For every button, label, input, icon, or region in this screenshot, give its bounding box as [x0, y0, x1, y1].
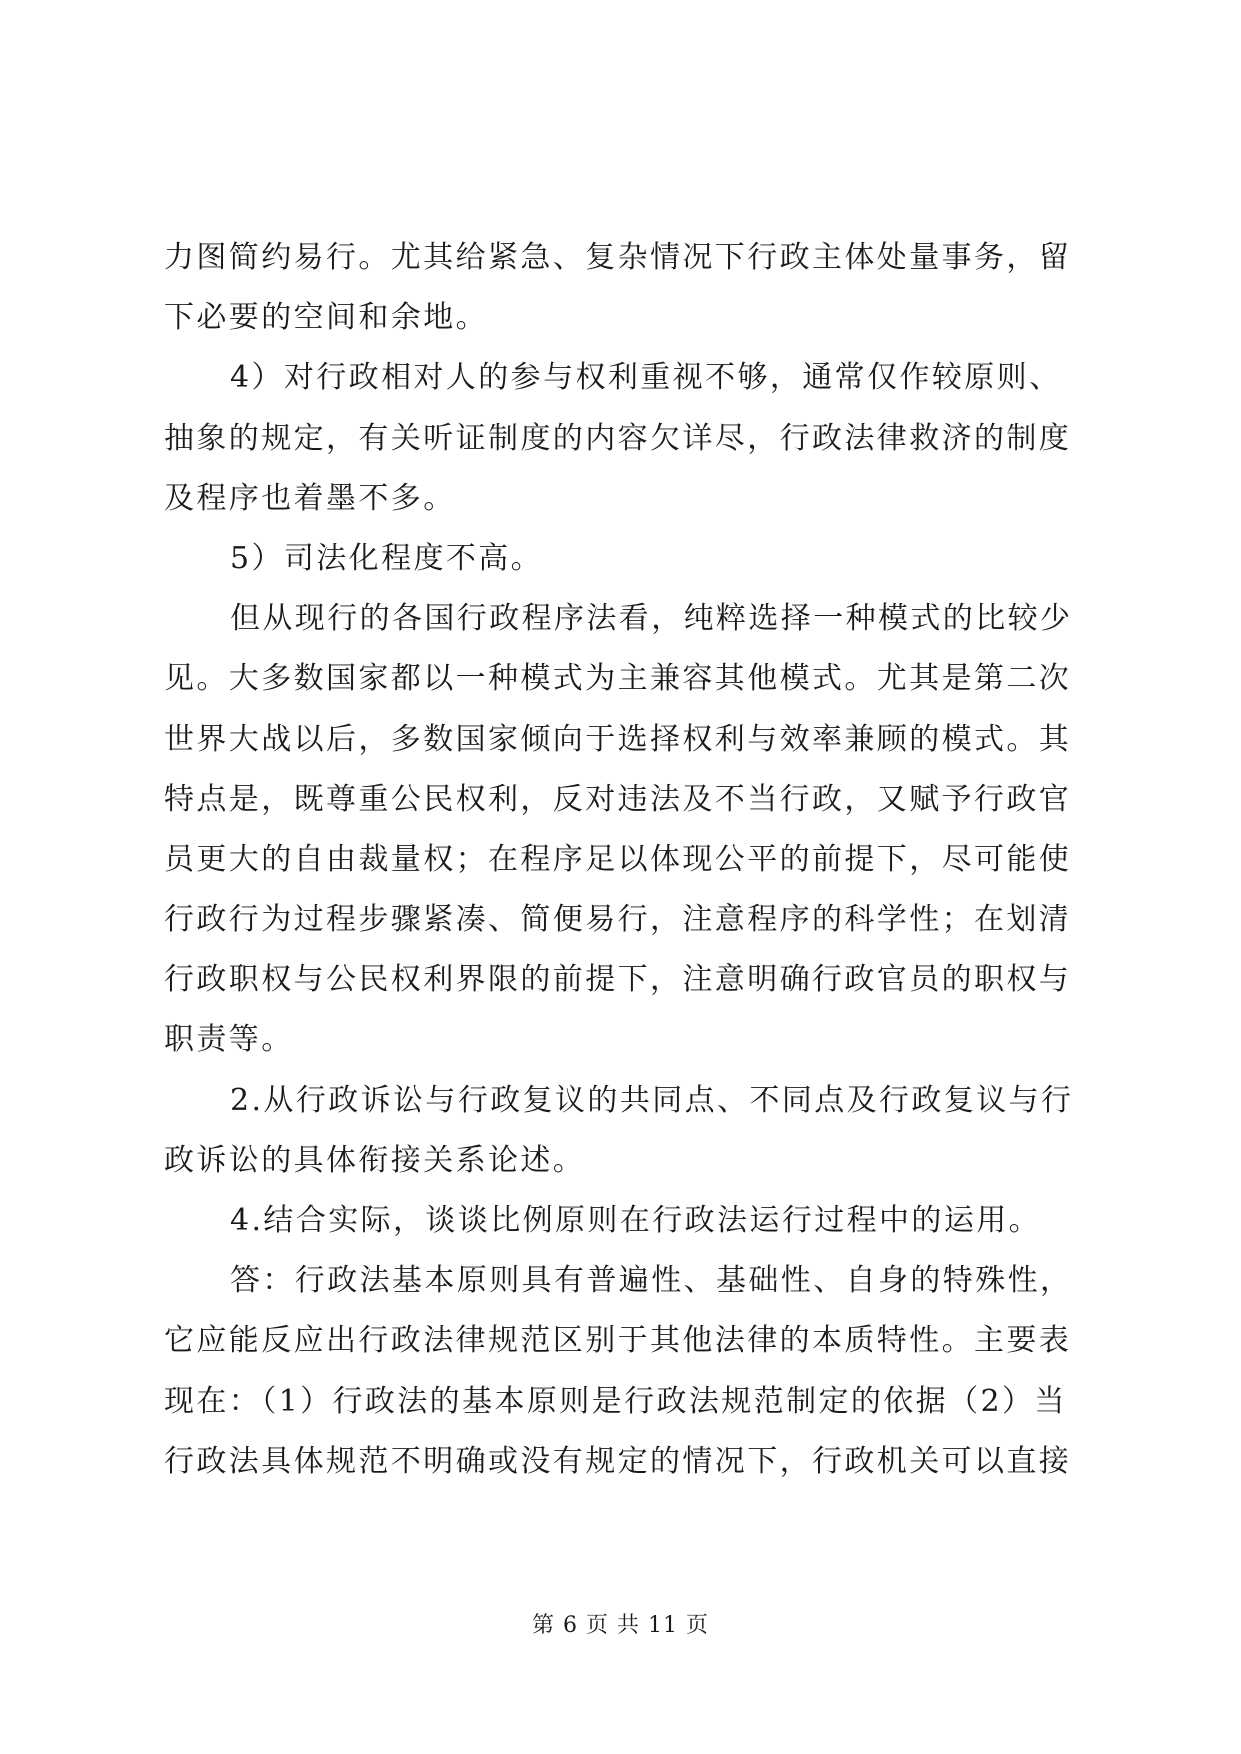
- text-line: 4.结合实际，谈谈比例原则在行政法运行过程中的运用。: [230, 1203, 1042, 1238]
- text-line: 5）司法化程度不高。: [230, 540, 544, 576]
- text-line: 但从现行的各国行政程序法看，纯粹选择一种模式的比较少: [230, 601, 1073, 637]
- text-line: 2.从行政诉讼与行政复议的共同点、不同点及行政复议与行: [230, 1082, 1074, 1118]
- text-line: 4）对行政相对人的参与权利重视不够，通常仅作较原则、: [230, 360, 1062, 396]
- text-line: 职责等。: [164, 1022, 294, 1058]
- text-line: 下必要的空间和余地。: [164, 300, 488, 336]
- text-line: 行政行为过程步骤紧凑、简便易行，注意程序的科学性；在划清: [164, 902, 1072, 938]
- text-line: 答：行政法基本原则具有普遍性、基础性、自身的特殊性，: [230, 1263, 1073, 1299]
- text-line: 世界大战以后，多数国家倾向于选择权利与效率兼顾的模式。其: [164, 721, 1072, 757]
- page-number-footer: 第 6 页 共 11 页: [532, 1613, 709, 1638]
- text-line: 现在：（1）行政法的基本原则是行政法规范制定的依据（2）当: [164, 1383, 1067, 1419]
- document-body: [164, 228, 1076, 1492]
- text-line: 行政法具体规范不明确或没有规定的情况下，行政机关可以直接: [164, 1443, 1072, 1479]
- text-line: 及程序也着墨不多。: [164, 480, 456, 516]
- text-line: 特点是，既尊重公民权利，反对违法及不当行政，又赋予行政官: [164, 781, 1072, 817]
- text-line: 员更大的自由裁量权；在程序足以体现公平的前提下，尽可能使: [164, 841, 1072, 877]
- text-line: 力图简约易行。尤其给紧急、复杂情况下行政主体处量事务，留: [164, 240, 1072, 275]
- text-line: 行政职权与公民权利界限的前提下，注意明确行政官员的职权与: [164, 962, 1072, 998]
- text-line: 见。大多数国家都以一种模式为主兼容其他模式。尤其是第二次: [164, 661, 1072, 697]
- text-line: 它应能反应出行政法律规范区别于其他法律的本质特性。主要表: [164, 1323, 1072, 1359]
- text-line: 政诉讼的具体衔接关系论述。: [164, 1142, 586, 1178]
- text-line: 抽象的规定，有关听证制度的内容欠详尽，行政法律救济的制度: [164, 420, 1072, 456]
